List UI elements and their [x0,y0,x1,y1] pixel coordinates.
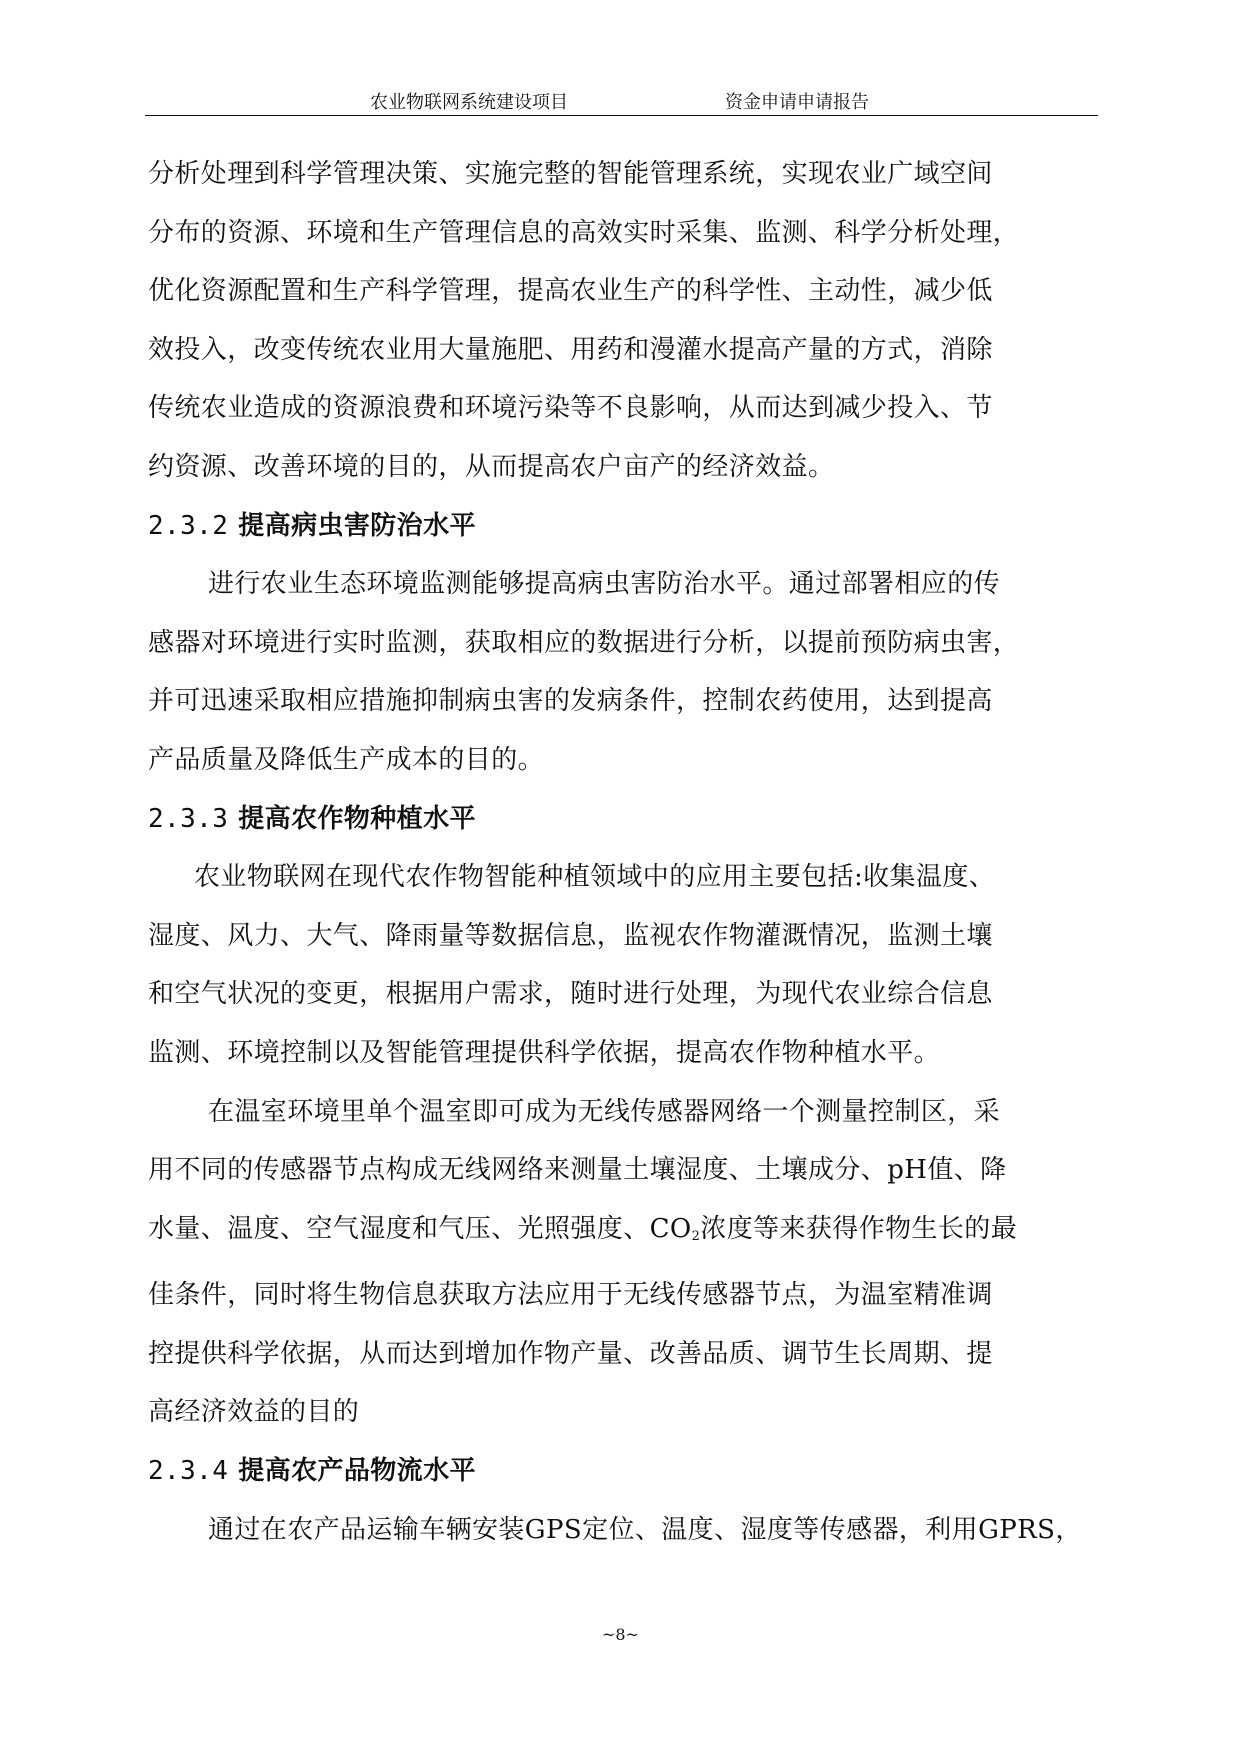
text-line [148,1200,1098,1267]
text-line: 监测、环境控制以及智能管理提供科学依据，提高农作物种植水平。 [148,1037,941,1068]
header-report-title: 资金申请申请报告 [725,92,869,113]
text-line: 通过在农产品运输车辆安装GPS定位、温度、湿度等传感器，利用GPRS， [208,1514,1082,1545]
page-body [148,145,1098,1559]
text-line: 分析处理到科学管理决策、实施完整的智能管理系统，实现农业广域空间 [148,159,993,189]
text-line: 控提供科学依据，从而达到增加作物产量、改善品质、调节生长周期、提 [148,1338,993,1369]
section-number: 2.3.2 [148,510,229,541]
text-line: 约资源、改善环境的目的，从而提高农户亩产的经济效益。 [148,451,835,482]
text-line: 并可迅速采取相应措施抑制病虫害的发病条件，控制农药使用，达到提高 [148,686,993,717]
paragraph-intro [148,145,1098,497]
text-fragment: 浓度等来获得作物生长的最 [700,1213,1018,1244]
section-title: 提高农作物种植水平 [238,803,476,834]
text-fragment: 水量、温度、空气湿度和气压、光照强度、CO [148,1213,692,1244]
text-line: 分布的资源、环境和生产管理信息的高效实时采集、监测、科学分析处理， [148,217,1020,248]
section-heading-2-3-2 [148,497,1098,556]
paragraph-logistics [148,1501,1098,1560]
text-line: 产品质量及降低生产成本的目的。 [148,744,545,775]
text-line: 在温室环境里单个温室即可成为无线传感器网络一个测量控制区，采 [208,1096,1001,1127]
section-title: 提高农产品物流水平 [238,1456,476,1487]
section-number: 2.3.4 [148,1456,229,1487]
paragraph-pest-control [148,555,1098,789]
header-divider [145,115,1098,116]
text-line: 湿度、风力、大气、降雨量等数据信息，监视农作物灌溉情况，监测土壤 [148,920,993,951]
section-number: 2.3.3 [148,803,229,834]
text-line: 进行农业生态环境监测能够提高病虫害防治水平。通过部署相应的传 [208,569,1001,600]
paragraph-crop-planting [148,848,1098,1082]
text-line: 农业物联网在现代农作物智能种植领域中的应用主要包括:收集温度、 [194,862,996,893]
page-number: ~8~ [602,1625,639,1644]
subscript: 2 [691,1228,701,1244]
page-header [145,84,1098,114]
header-project-title: 农业物联网系统建设项目 [370,92,568,113]
text-line: 传统农业造成的资源浪费和环境污染等不良影响，从而达到减少投入、节 [148,393,993,424]
paragraph-greenhouse [148,1083,1098,1443]
text-line: 和空气状况的变更，根据用户需求，随时进行处理，为现代农业综合信息 [148,979,993,1010]
section-heading-2-3-3 [148,790,1098,849]
text-line: 感器对环境进行实时监测，获取相应的数据进行分析，以提前预防病虫害， [148,627,1020,658]
section-title: 提高病虫害防治水平 [238,510,476,541]
text-line: 优化资源配置和生产科学管理，提高农业生产的科学性、主动性，减少低 [148,276,993,307]
section-heading-2-3-4 [148,1442,1098,1501]
text-line: 高经济效益的目的 [148,1397,360,1428]
text-line: 用不同的传感器节点构成无线网络来测量土壤湿度、土壤成分、pH值、降 [148,1155,1007,1186]
text-line: 佳条件，同时将生物信息获取方法应用于无线传感器节点，为温室精准调 [148,1280,993,1311]
text-line: 效投入，改变传统农业用大量施肥、用药和漫灌水提高产量的方式，消除 [148,334,993,365]
